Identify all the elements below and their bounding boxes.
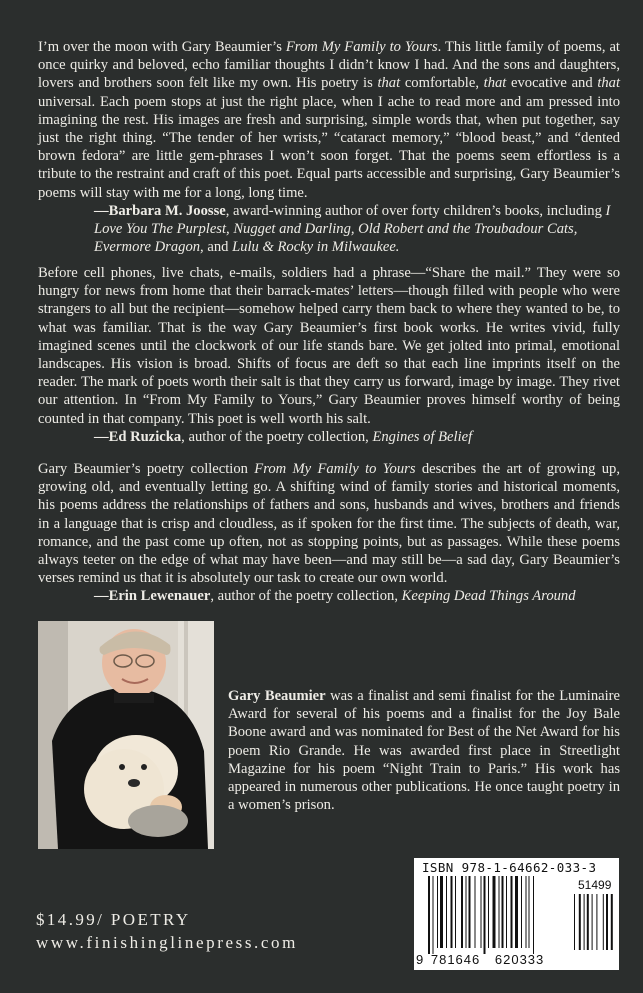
ean-right-group: 620333 [494,952,545,967]
ean-left-group: 781646 [430,952,481,967]
barcode-bar [451,876,453,948]
blurb-lewenauer [38,460,620,606]
addon-bar [603,894,604,950]
barcode-bar [533,876,534,954]
isbn-barcode [414,858,619,970]
isbn-label: ISBN 978-1-64662-033-3 [422,860,597,875]
barcode-bar [437,876,438,948]
barcode-bar [526,876,527,948]
barcode-bar [475,876,476,948]
blurb-attribution: —Erin Lewenauer, author of the poetry collection, Keeping Dead Things Around [94,588,576,605]
blurb-attribution: —Ed Ruzicka, author of the poetry collection, Engines of Belief [94,428,473,445]
author-photo [38,621,214,849]
addon-bar [584,894,585,950]
barcode-bar [499,876,500,948]
ean-first-digit: 9 [416,952,425,967]
author-bio: Gary Beaumier was a finalist and semi finalist for the Luminaire Award for several of his poems and a finalist for the Joy Bale Boone award and was nominated for Best of the Net Award for his poem Rio Grande. He was awarded first place in Streetlight Magazine for his poem “Night Train to Paris.” His work has appeared in numerous other publications. He once taught poetry in a women’s prison. [228,688,620,814]
publisher-website: www.finishinglinepress.com [36,933,298,952]
blurb-joosse [38,38,620,256]
barcode-bar [461,876,463,948]
barcode-bar [455,876,456,948]
barcode-bar [428,876,430,954]
addon-bar [592,894,593,950]
barcode-bar [481,876,482,948]
barcode-bar [511,876,513,948]
barcode-bar [493,876,496,948]
author-photo-illustration [38,621,214,849]
price-addon-number: 51499 [578,878,612,892]
barcode-bar [515,876,518,948]
barcode-bar [488,876,489,948]
barcode-bar [469,876,471,948]
addon-bar [574,894,575,950]
barcode-bar [521,876,522,948]
barcode-bar [433,876,434,954]
blurb-ruzicka [38,264,620,446]
barcode-bar [440,876,443,948]
barcode-bar [466,876,467,948]
barcode-bar [502,876,504,948]
addon-bar [587,894,589,950]
barcode-bar [446,876,447,948]
blurb-text: Gary Beaumier’s poetry collection From My Family to Yours describes the art of growing up, growing old, and eventually letting go. A shifting wind of family stories and historical moments, his poems address the relationships of fathers and sons, husbands and wives, brothers and friends in a language that is crisp and cloudless, as if spoken for the first time. The subjects of death, war, romance, and the past come up often, not as stopping points, but as passages. While these poems always teeter on the edge of what may have been—and may still be—a sad day, Gary Beaumier’s verses remind us that it is absolutely our task to create our own world. [38,461,620,587]
addon-bar [611,894,613,950]
blurb-text: I’m over the moon with Gary Beaumier’s From My Family to Yours. This little family of poems, at once quirky and beloved, echo familiar thoughts I didn’t know I had. And the sons and daughters, lovers and brothers soon felt like my own. His poetry is that comfortable, that evocative and that universal. Each poem stops at just the right place, when I ache to read more and am pressed into imagining the rest. His images are fresh and surprising, simple words that, when put together, say just the right thing. “The tender of her wrists,” “cataract memory,” “blood beast,” and “dented brown fedora” are little gem-phrases I won’t soon forget. That the poems seem effortless is a tribute to the restraint and craft of this poet. Equal parts accessible and surprising, Gary Beaumier’s poems will stay with me for a long, long time. [38,39,621,201]
blurb-attribution: —Barbara M. Joosse, award-winning author of over forty children’s books, including I Love You The Purplest, Nugget and Darling, Old Robert and the Troubadour Cats, Evermore Dragon, and Lulu & Rocky in Milwaukee. [94,202,611,256]
price-category: $14.99/ POETRY [36,910,191,929]
addon-bar [596,894,597,950]
addon-bar [606,894,608,950]
barcode-bar [529,876,530,948]
barcode-bar [506,876,507,948]
addon-bar [579,894,581,950]
barcode-bar [484,876,486,954]
ean-number [416,952,544,967]
blurb-text: Before cell phones, live chats, e-mails, soldiers had a phrase—“Share the mail.” They were so hungry for news from home that their barrack-mates’ letters—though filled with people who were strangers to all but the recipient—somehow helped carry them back to where they wanted to be, to what was familiar. That is the way Gary Beaumier’s first book works. He writes vivid, fully imagined scenes until the clockwork of our life stands bare. We get jolted into primal, emotional landscapes. His vision is broad. Shifts of focus are deft so that each line imprints itself on the reader. The mark of poets worth their salt is that they carry us forward, image by image. They rivet our attention. In “From My Family to Yours,” Gary Beaumier proves himself worthy of being counted in that company. This poet is well worth his salt. [38,265,620,427]
